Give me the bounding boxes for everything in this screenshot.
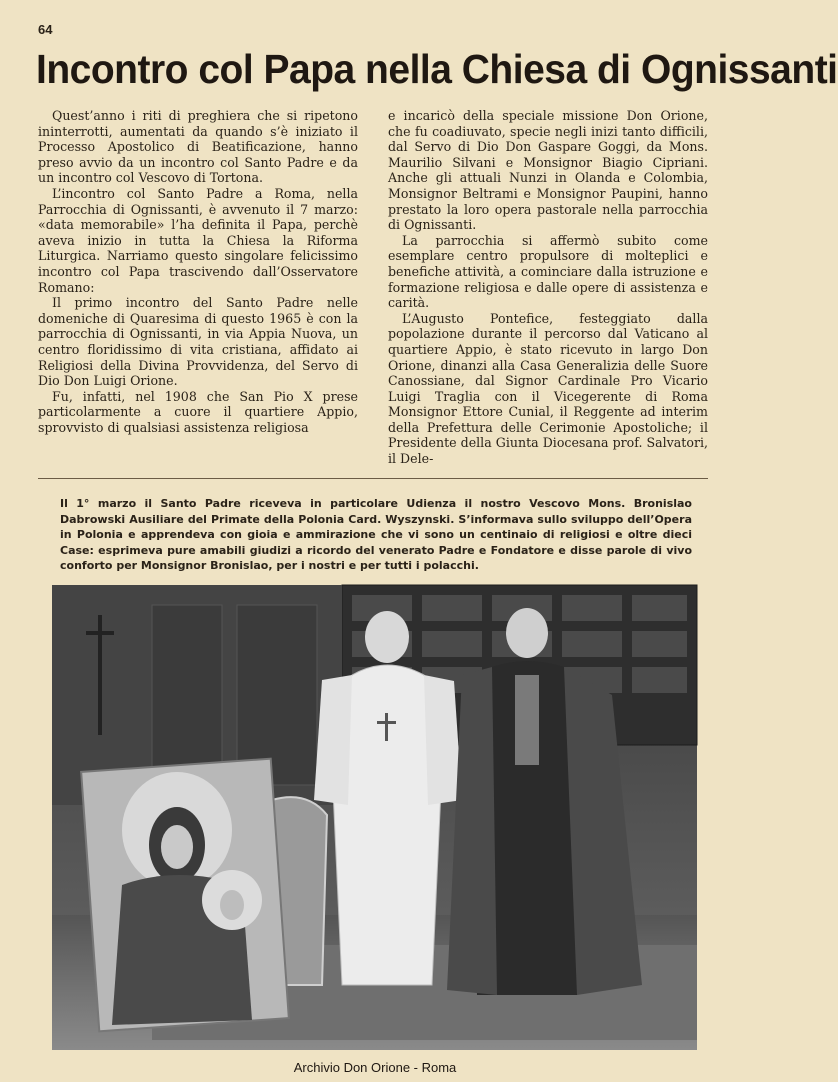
section-divider bbox=[38, 478, 708, 479]
right-column bbox=[388, 108, 708, 473]
left-column bbox=[38, 108, 358, 473]
article-headline: Incontro col Papa nella Chiesa di Ognissanti bbox=[36, 47, 838, 93]
paragraph: Il primo incontro del Santo Padre nelle domeniche di Quaresima di questo 1965 è con la parrocchia di Ognissanti, in via Appia Nuova, un centro floridissimo di vita cristiana, affidato ai Religiosi della Divina Provvidenza, del Servo di Dio Don Luigi Orione. bbox=[38, 295, 358, 389]
archive-label: Archivio Don Orione - Roma bbox=[293, 1060, 457, 1075]
madonna-painting bbox=[81, 759, 289, 1032]
paragraph: e incaricò della speciale missione Don Orione, che fu coadiuvato, specie negli inizi tanto difficili, dal Servo di Dio Don Gaspare Goggi, da Mons. Maurilio Silvani e Monsignor Biagio Cipriani. Anche gli attuali Nunzi in Olanda e Colombia, Monsignor Beltrami e Monsignor Paupini, hanno prestato la loro opera pastorale nella parrocchia di Ognissanti. bbox=[388, 108, 708, 233]
photo-illustration bbox=[52, 585, 697, 1050]
article-body bbox=[38, 108, 708, 473]
paragraph: La parrocchia si affermò subito come esemplare centro propulsore di molteplici e benefiche attività, a cominciare dalla istruzione e formazione religiosa e dalle opere di assistenza e carità. bbox=[388, 232, 708, 311]
paragraph: L’incontro col Santo Padre a Roma, nella Parrocchia di Ognissanti, è avvenuto il 7 marzo: «data memorabile» l’ha definita il Papa, perchè aveva inizio in tutta la Chiesa la Riforma Liturgica. Narriamo questo singolare felicissimo incontro col Papa trascivendo dall’Osservatore Romano: bbox=[38, 185, 358, 295]
photo-pope-audience bbox=[52, 585, 697, 1050]
paragraph: L’Augusto Pontefice, festeggiato dalla popolazione durante il percorso dal Vaticano al quartiere Appio, è stato ricevuto in largo Don Orione, dinanzi alla Casa Generalizia delle Suore Canossiane, dal Signor Cardinale Pro Vicario Luigi Traglia con il Vicegerente di Roma Monsignor Ettore Cunial, il Reggente ad interim della Prefettura delle Cerimonie Apostoliche; il Presidente della Giunta Diocesana prof. Salvatori, il Dele- bbox=[388, 310, 708, 467]
paragraph: Fu, infatti, nel 1908 che San Pio X prese particolarmente a cuore il quartiere Appio, sprovvisto di qualsiasi assistenza religiosa bbox=[38, 388, 358, 435]
page-number: 64 bbox=[38, 22, 53, 37]
photo-caption: Il 1° marzo il Santo Padre riceveva in particolare Udienza il nostro Vescovo Mons. Bronislao Dabrowski Ausiliare del Primate della Polonia Card. Wyszynski. S’informava sullo sviluppo dell’Opera in Polonia e apprendeva con gioia e ammirazione che vi sono un centinaio di religiosi e oltre dieci Case: esprimeva pure amabili giudizi a ricordo del venerato Padre e Fondatore e disse parole di vivo conforto per Monsignor Bronislao, per i nostri e per tutti i polacchi. bbox=[60, 497, 692, 573]
paragraph: Quest’anno i riti di preghiera che si ripetono ininterrotti, aumentati da quando s’è iniziato il Processo Apostolico di Beatificazione, hanno preso avvio da un incontro col Santo Padre e da un incontro col Vescovo di Tortona. bbox=[38, 108, 358, 186]
